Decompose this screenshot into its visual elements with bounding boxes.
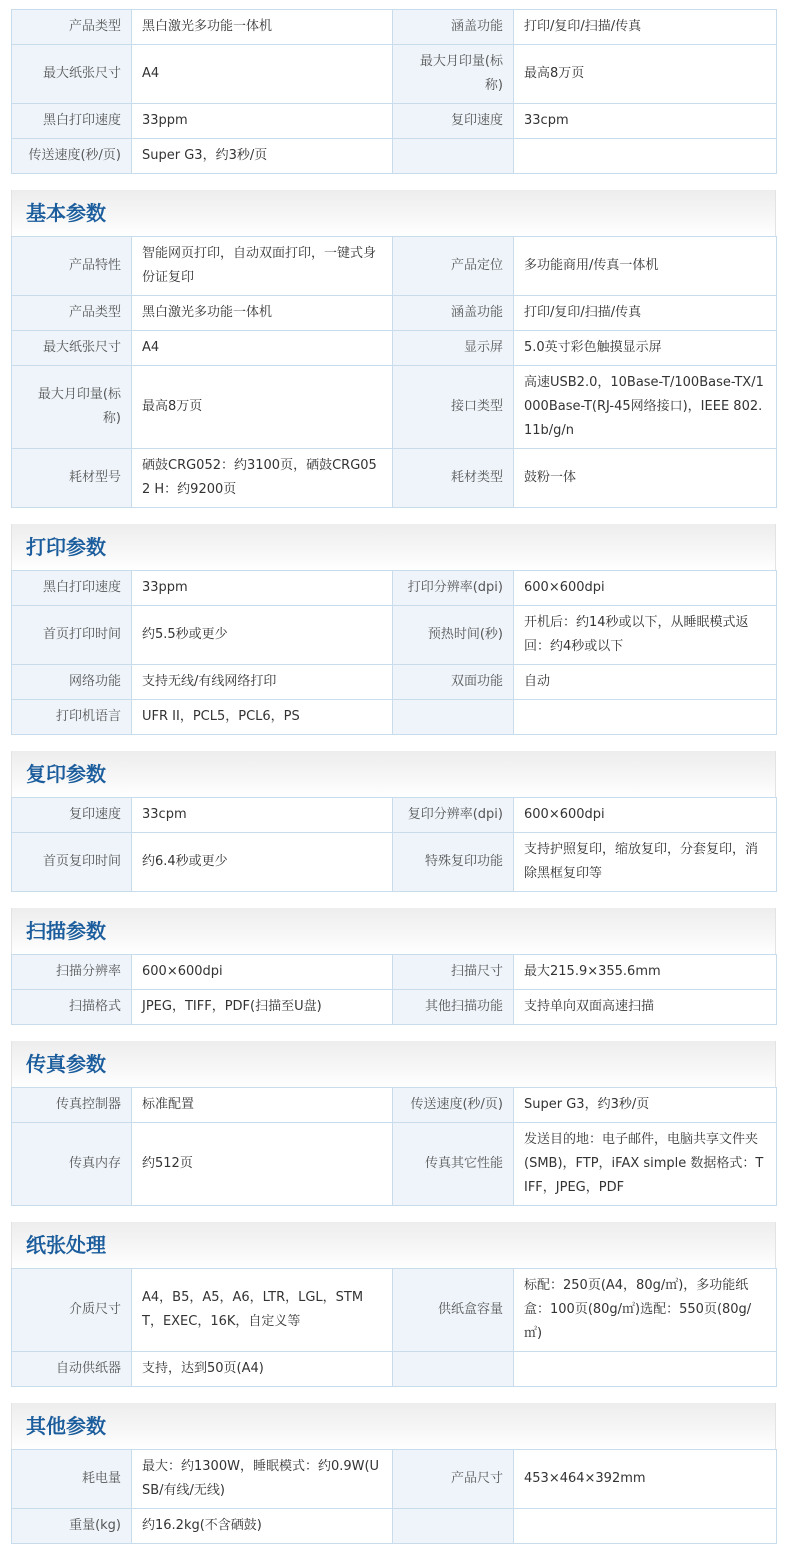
spec-label: 产品类型 <box>12 296 132 331</box>
spec-value <box>514 1509 777 1544</box>
spec-value: A4 <box>132 331 393 366</box>
spec-row <box>12 1269 777 1352</box>
spec-row <box>12 1450 777 1509</box>
spec-row <box>12 665 777 700</box>
spec-label: 首页打印时间 <box>12 606 132 665</box>
spec-row <box>12 449 777 508</box>
spec-value: UFR II，PCL5，PCL6，PS <box>132 700 393 735</box>
section-header <box>11 908 776 954</box>
spec-label: 复印速度 <box>12 798 132 833</box>
spec-label: 传真其它性能 <box>393 1123 514 1206</box>
spec-value: 33cpm <box>514 104 777 139</box>
spec-row <box>12 990 777 1025</box>
spec-value <box>514 1352 777 1387</box>
section-title: 打印参数 <box>26 535 106 559</box>
section-title: 其他参数 <box>26 1414 106 1438</box>
section-table <box>11 1449 777 1544</box>
spec-label: 涵盖功能 <box>393 296 514 331</box>
section-header <box>11 751 776 797</box>
spec-label: 其他扫描功能 <box>393 990 514 1025</box>
spec-value: 最高8万页 <box>132 366 393 449</box>
spec-label: 传送速度(秒/页) <box>12 139 132 174</box>
spec-label: 预热时间(秒) <box>393 606 514 665</box>
spec-label: 打印分辨率(dpi) <box>393 571 514 606</box>
spec-value <box>514 700 777 735</box>
spec-label: 黑白打印速度 <box>12 104 132 139</box>
spec-row <box>12 10 777 45</box>
spec-value: A4，B5，A5，A6，LTR，LGL，STMT，EXEC，16K，自定义等 <box>132 1269 393 1352</box>
spec-value: 硒鼓CRG052：约3100页，硒鼓CRG052 H：约9200页 <box>132 449 393 508</box>
spec-row <box>12 798 777 833</box>
spec-label: 最大月印量(标称) <box>12 366 132 449</box>
spec-value <box>514 139 777 174</box>
spec-value: 自动 <box>514 665 777 700</box>
spec-value: 453×464×392mm <box>514 1450 777 1509</box>
spec-value: 5.0英寸彩色触摸显示屏 <box>514 331 777 366</box>
spec-value: A4 <box>132 45 393 104</box>
section-table <box>11 570 777 735</box>
spec-row <box>12 45 777 104</box>
spec-value: 最高8万页 <box>514 45 777 104</box>
spec-label: 打印机语言 <box>12 700 132 735</box>
spec-label: 产品尺寸 <box>393 1450 514 1509</box>
spec-label: 重量(kg) <box>12 1509 132 1544</box>
section-header <box>11 1403 776 1449</box>
spec-value: JPEG，TIFF，PDF(扫描至U盘) <box>132 990 393 1025</box>
spec-page <box>11 9 776 1544</box>
section-table <box>11 236 777 508</box>
spec-value: 标配：250页(A4，80g/㎡)，多功能纸盒：100页(80g/㎡)选配：550页(80g/㎡) <box>514 1269 777 1352</box>
spec-value: 高速USB2.0，10Base-T/100Base-TX/1000Base-T(RJ-45网络接口)，IEEE 802.11b/g/n <box>514 366 777 449</box>
spec-label: 耗材类型 <box>393 449 514 508</box>
spec-row <box>12 955 777 990</box>
spec-label: 传送速度(秒/页) <box>393 1088 514 1123</box>
section-header <box>11 524 776 570</box>
spec-label: 产品特性 <box>12 237 132 296</box>
section-title: 基本参数 <box>26 201 106 225</box>
spec-label: 产品定位 <box>393 237 514 296</box>
spec-row <box>12 606 777 665</box>
spec-label: 传真内存 <box>12 1123 132 1206</box>
spec-value: 打印/复印/扫描/传真 <box>514 296 777 331</box>
spec-value: Super G3，约3秒/页 <box>132 139 393 174</box>
spec-value: 约5.5秒或更少 <box>132 606 393 665</box>
spec-value: 最大：约1300W，睡眠模式：约0.9W(USB/有线/无线) <box>132 1450 393 1509</box>
spec-label: 复印分辨率(dpi) <box>393 798 514 833</box>
spec-value: 600×600dpi <box>514 571 777 606</box>
spec-label: 涵盖功能 <box>393 10 514 45</box>
spec-value: 最大215.9×355.6mm <box>514 955 777 990</box>
spec-label: 显示屏 <box>393 331 514 366</box>
spec-label: 供纸盒容量 <box>393 1269 514 1352</box>
spec-row <box>12 1123 777 1206</box>
spec-value: 黑白激光多功能一体机 <box>132 296 393 331</box>
summary-table <box>11 9 777 174</box>
spec-row <box>12 700 777 735</box>
spec-row <box>12 1352 777 1387</box>
section-title: 复印参数 <box>26 762 106 786</box>
spec-row <box>12 571 777 606</box>
section-table <box>11 797 777 892</box>
spec-row <box>12 1509 777 1544</box>
spec-value: 33ppm <box>132 571 393 606</box>
section-table <box>11 954 777 1025</box>
spec-row <box>12 331 777 366</box>
section-title: 扫描参数 <box>26 919 106 943</box>
spec-value: 600×600dpi <box>514 798 777 833</box>
spec-label: 介质尺寸 <box>12 1269 132 1352</box>
spec-label: 扫描分辨率 <box>12 955 132 990</box>
spec-row <box>12 237 777 296</box>
spec-value: 鼓粉一体 <box>514 449 777 508</box>
section-title: 传真参数 <box>26 1052 106 1076</box>
spec-label: 接口类型 <box>393 366 514 449</box>
spec-value: 发送目的地：电子邮件，电脑共享文件夹(SMB)，FTP，iFAX simple 数据格式：TIFF，JPEG，PDF <box>514 1123 777 1206</box>
spec-row <box>12 833 777 892</box>
spec-value: 33ppm <box>132 104 393 139</box>
spec-value: 黑白激光多功能一体机 <box>132 10 393 45</box>
spec-label: 产品类型 <box>12 10 132 45</box>
spec-label: 复印速度 <box>393 104 514 139</box>
spec-label: 最大纸张尺寸 <box>12 45 132 104</box>
spec-label <box>393 139 514 174</box>
section-title: 纸张处理 <box>26 1233 106 1257</box>
spec-value: 标准配置 <box>132 1088 393 1123</box>
section-table <box>11 1087 777 1206</box>
spec-label <box>393 700 514 735</box>
section-header <box>11 190 776 236</box>
spec-row <box>12 104 777 139</box>
spec-label <box>393 1352 514 1387</box>
spec-label: 最大纸张尺寸 <box>12 331 132 366</box>
spec-value: 约6.4秒或更少 <box>132 833 393 892</box>
spec-value: 开机后：约14秒或以下，从睡眠模式返回：约4秒或以下 <box>514 606 777 665</box>
spec-label: 最大月印量(标称) <box>393 45 514 104</box>
spec-label: 双面功能 <box>393 665 514 700</box>
spec-row <box>12 366 777 449</box>
spec-label: 耗电量 <box>12 1450 132 1509</box>
spec-value: 支持护照复印，缩放复印，分套复印，消除黑框复印等 <box>514 833 777 892</box>
section-header <box>11 1222 776 1268</box>
spec-value: 约512页 <box>132 1123 393 1206</box>
spec-value: 智能网页打印，自动双面打印，一键式身份证复印 <box>132 237 393 296</box>
spec-value: 600×600dpi <box>132 955 393 990</box>
spec-label: 自动供纸器 <box>12 1352 132 1387</box>
spec-value: 支持，达到50页(A4) <box>132 1352 393 1387</box>
spec-label: 扫描格式 <box>12 990 132 1025</box>
spec-value: Super G3，约3秒/页 <box>514 1088 777 1123</box>
spec-value: 打印/复印/扫描/传真 <box>514 10 777 45</box>
spec-label: 传真控制器 <box>12 1088 132 1123</box>
section-table <box>11 1268 777 1387</box>
spec-label: 特殊复印功能 <box>393 833 514 892</box>
spec-label: 黑白打印速度 <box>12 571 132 606</box>
section-header <box>11 1041 776 1087</box>
spec-label: 耗材型号 <box>12 449 132 508</box>
spec-row <box>12 1088 777 1123</box>
spec-row <box>12 139 777 174</box>
spec-label: 首页复印时间 <box>12 833 132 892</box>
spec-value: 约16.2kg(不含硒鼓) <box>132 1509 393 1544</box>
spec-label: 网络功能 <box>12 665 132 700</box>
spec-row <box>12 296 777 331</box>
spec-label <box>393 1509 514 1544</box>
spec-label: 扫描尺寸 <box>393 955 514 990</box>
spec-value: 多功能商用/传真一体机 <box>514 237 777 296</box>
spec-value: 支持无线/有线网络打印 <box>132 665 393 700</box>
spec-value: 支持单向双面高速扫描 <box>514 990 777 1025</box>
spec-value: 33cpm <box>132 798 393 833</box>
